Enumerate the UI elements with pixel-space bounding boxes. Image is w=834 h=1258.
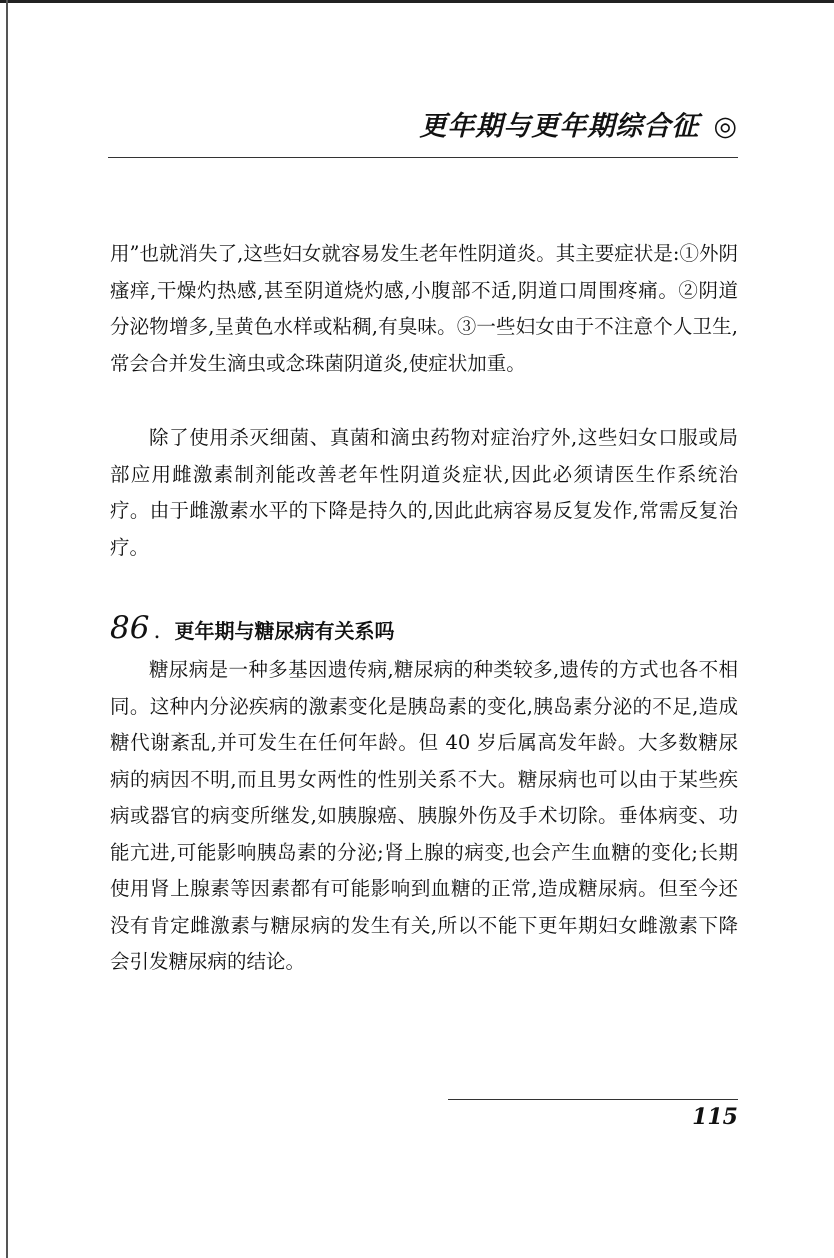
header-title: 更年期与更年期综合征: [419, 111, 700, 142]
running-header: [108, 104, 738, 143]
section-paragraph: 糖尿病是一种多基因遗传病,糖尿病的种类较多,遗传的方式也各不相同。这种内分泌疾病的激素变化是胰岛素的变化,胰岛素分泌的不足,造成糖代谢紊乱,并可发生在任何年龄。但 40 岁后属高发年龄。大多数糖尿病的病因不明,而且男女两性的性别关系不大。糖尿病也可以由于某些疾病或器官的病变所继发,如胰腺癌、胰腺外伤及手术切除。垂体病变、功能亢进,可能影响胰岛素的分泌;肾上腺的病变,也会产生血糖的变化;长期使用肾上腺素等因素都有可能影响到血糖的正常,造成糖尿病。但至今还没有肯定雌激素与糖尿病的发生有关,所以不能下更年期妇女雌激素下降会引发糖尿病的结论。: [110, 658, 738, 973]
section-number-dot: .: [153, 619, 161, 644]
header-rule: [108, 157, 738, 158]
paragraph-2: 除了使用杀灭细菌、真菌和滴虫药物对症治疗外,这些妇女口服或局部应用雌激素制剂能改善老年性阴道炎症状,因此必须请医生作系统治疗。由于雌激素水平的下降是持久的,因此此病容易反复发作,常需反复治疗。: [110, 426, 738, 559]
footer-rule: [448, 1099, 738, 1100]
section-number: 86: [110, 610, 150, 646]
page-number: 115: [692, 1104, 738, 1130]
left-border-rule: [6, 0, 8, 1258]
header-circle-icon: ◎: [713, 111, 738, 142]
section-title: 更年期与糖尿病有关系吗: [174, 619, 395, 643]
section-heading: [110, 610, 394, 646]
paragraph-1: 用”也就消失了,这些妇女就容易发生老年性阴道炎。其主要症状是:①外阴瘙痒,干燥灼热感,甚至阴道烧灼感,小腹部不适,阴道口周围疼痛。②阴道分泌物增多,呈黄色水样或粘稠,有臭味。③一些妇女由于不注意个人卫生,常会合并发生滴虫或念珠菌阴道炎,使症状加重。: [110, 242, 738, 375]
top-border-rule: [0, 0, 834, 3]
